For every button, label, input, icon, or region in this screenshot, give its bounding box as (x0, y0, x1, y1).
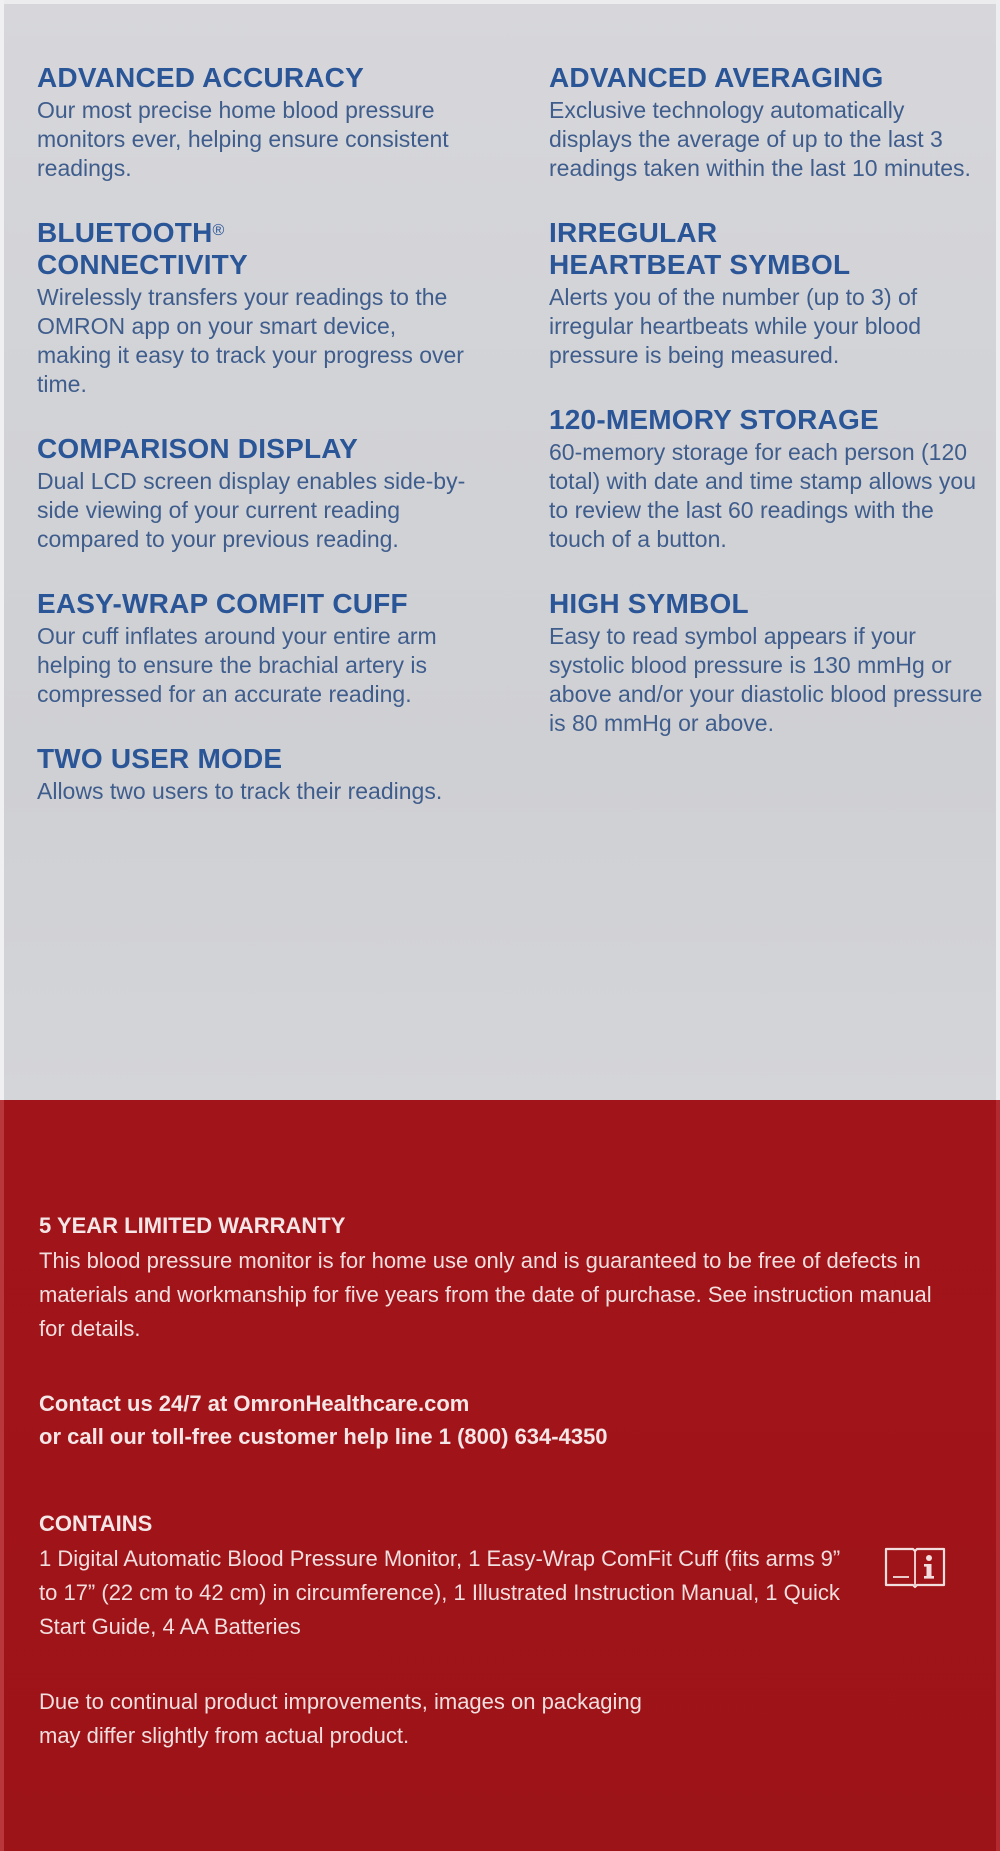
contains-title: CONTAINS (39, 1511, 153, 1536)
feature-comparison-display (37, 433, 467, 554)
feature-title: 120-MEMORY STORAGE (549, 404, 879, 435)
warranty-title: 5 YEAR LIMITED WARRANTY (39, 1213, 346, 1238)
feature-title: BLUETOOTH® CONNECTIVITY (37, 217, 248, 280)
feature-high-symbol (549, 588, 989, 738)
contact-section (39, 1387, 959, 1453)
feature-description: Wirelessly transfers your readings to the OMRON app on your smart device, making it easy to track your progress over time. (37, 284, 464, 397)
features-right-column (549, 62, 989, 772)
feature-description: Easy to read symbol appears if your systolic blood pressure is 130 mmHg or above and/or your diastolic blood pressure is 80 mmHg or above. (549, 623, 983, 736)
feature-title: COMPARISON DISPLAY (37, 433, 358, 464)
contact-phone-line: or call our toll-free customer help line 1 (800) 634-4350 (39, 1424, 608, 1449)
warranty-text: This blood pressure monitor is for home use only and is guaranteed to be free of defects in materials and workmanship for five years from the date of purchase. See instruction manual for details. (39, 1248, 932, 1341)
feature-description: Exclusive technology automatically displays the average of up to the last 3 readings taken within the last 10 minutes. (549, 97, 971, 181)
feature-description: Our cuff inflates around your entire arm helping to ensure the brachial artery is compressed for an accurate reading. (37, 623, 437, 707)
feature-description: Alerts you of the number (up to 3) of irregular heartbeats while your blood pressure is being measured. (549, 284, 922, 368)
disclaimer-section (39, 1685, 679, 1753)
feature-advanced-averaging (549, 62, 989, 183)
feature-description: Dual LCD screen display enables side-by-side viewing of your current reading compared to your previous reading. (37, 468, 466, 552)
feature-title: ADVANCED AVERAGING (549, 62, 884, 93)
feature-description: Our most precise home blood pressure monitors ever, helping ensure consistent readings. (37, 97, 449, 181)
feature-title: IRREGULAR HEARTBEAT SYMBOL (549, 217, 851, 280)
disclaimer-text: Due to continual product improvements, images on packaging may differ slightly from actual product. (39, 1689, 642, 1748)
contains-text: 1 Digital Automatic Blood Pressure Monitor, 1 Easy-Wrap ComFit Cuff (fits arms 9” to 17” (22 cm to 42 cm) in circumference), 1 Illustrated Instruction Manual, 1 Quick Start Guide, 4 AA Batteries (39, 1546, 841, 1639)
feature-memory-storage (549, 404, 989, 554)
feature-bluetooth-connectivity (37, 217, 467, 399)
features-left-column (37, 62, 467, 840)
registered-mark: ® (212, 222, 225, 239)
info-panel (0, 1100, 1000, 1851)
feature-title: HIGH SYMBOL (549, 588, 749, 619)
feature-description: Allows two users to track their readings. (37, 778, 443, 804)
instruction-manual-info-icon (883, 1543, 947, 1589)
feature-title: TWO USER MODE (37, 743, 283, 774)
feature-title: ADVANCED ACCURACY (37, 62, 364, 93)
warranty-section (39, 1212, 959, 1346)
feature-advanced-accuracy (37, 62, 467, 183)
contains-section (39, 1510, 859, 1644)
feature-easy-wrap-cuff (37, 588, 467, 709)
feature-two-user-mode (37, 743, 467, 806)
contact-website-line: Contact us 24/7 at OmronHealthcare.com (39, 1391, 470, 1416)
feature-title: EASY-WRAP COMFIT CUFF (37, 588, 408, 619)
feature-irregular-heartbeat (549, 217, 989, 370)
feature-description: 60-memory storage for each person (120 total) with date and time stamp allows you to review the last 60 readings with the touch of a button. (549, 439, 976, 552)
